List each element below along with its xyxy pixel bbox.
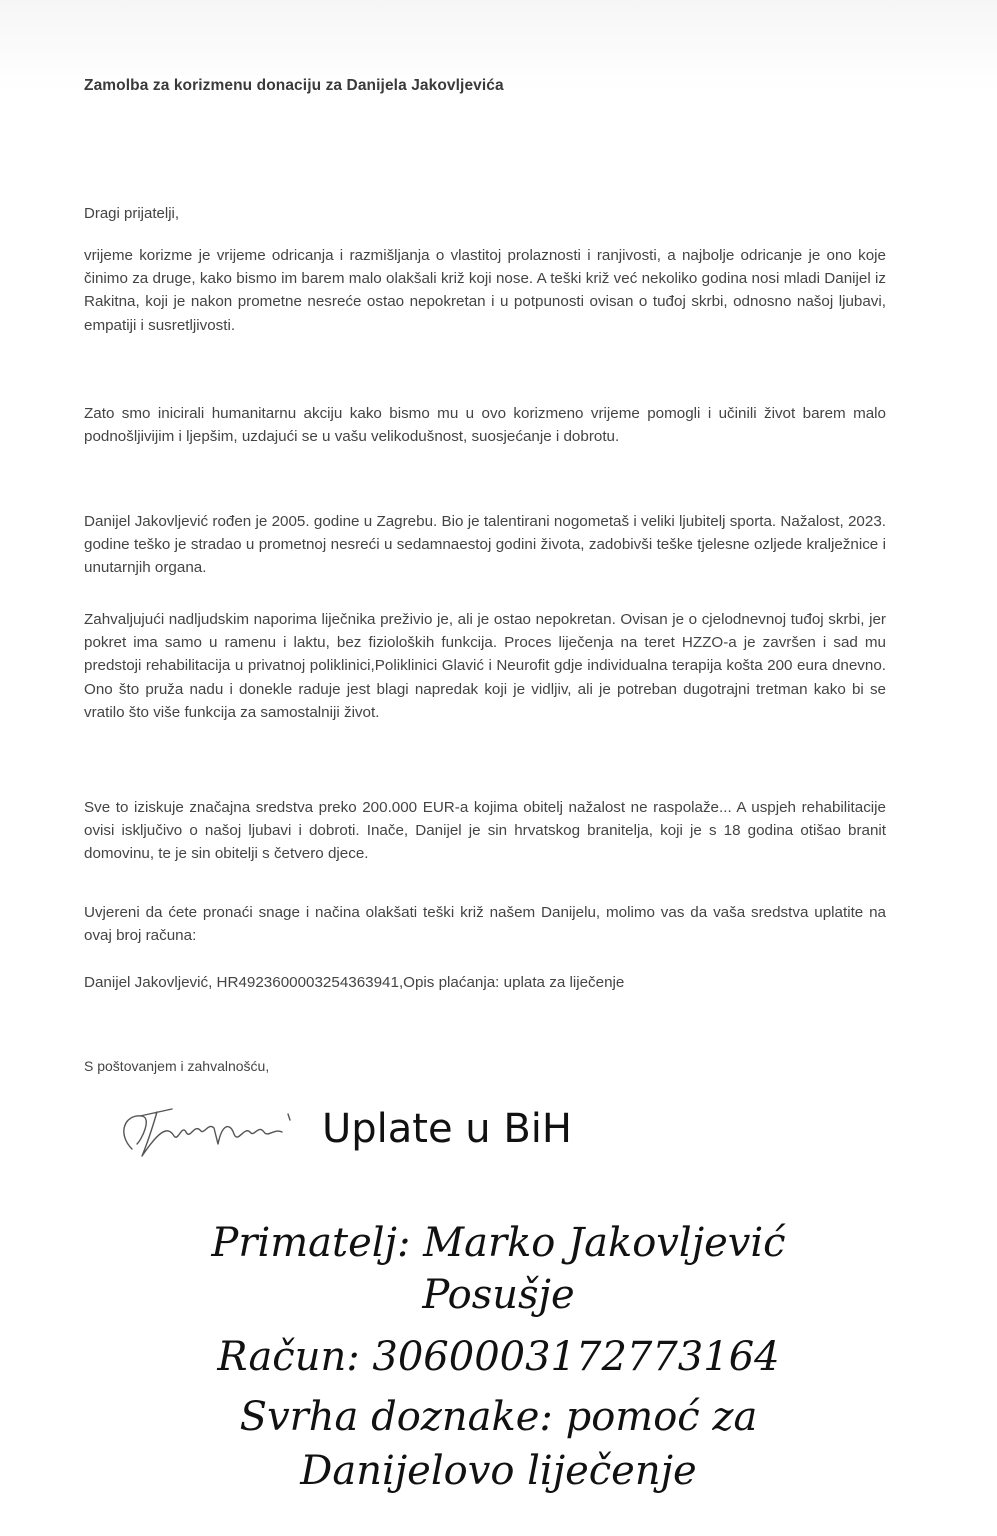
paragraph: Zahvaljujući nadljudskim naporima liječnika preživio je, ali je ostao nepokretan. Ovisan je o cjelodnevnoj tuđoj skrbi, jer pokret ima samo u ramenu i laktu, bez fizioloških funkcija. Proces liječenja na teret HZZO-a je završen i sad mu predstoji rehabilitacija u privatnoj poliklinici,Poliklinici Glavić i Neurofit gdje individualna terapija košta 200 eura dnevno. Ono što pruža nadu i donekle raduje jest blagi napredak koji je vidljiv, ali je potreban dugotrajni tretman kako bi se vratilo što više funkcija za samostalniji život. — [84, 611, 886, 721]
purpose-line: Svrha doznake: pomoć za — [239, 1394, 758, 1440]
overlay-heading: Uplate u BiH — [322, 1106, 572, 1152]
letter-title: Zamolba za korizmenu donaciju za Danijela Jakovljevića — [84, 77, 504, 94]
salutation: Dragi prijatelji, — [84, 205, 180, 222]
account-line: Danijel Jakovljević, HR4923600003254363941,Opis plaćanja: uplata za liječenje — [84, 974, 625, 991]
paragraph: Uvjereni da ćete pronaći snage i načina olakšati teški križ našem Danijelu, molimo vas da vaša sredstva uplatite na ovaj broj računa: — [84, 904, 886, 945]
city-line: Posušje — [422, 1272, 575, 1318]
purpose-line-continued: Danijelovo liječenje — [300, 1448, 697, 1494]
paragraph: Sve to iziskuje značajna sredstva preko 200.000 EUR-a kojima obitelj nažalost ne raspolaže... A uspjeh rehabilitacije ovisi isključivo o našoj ljubavi i dobroti. Inače, Danijel je sin hrvatskog branitelja, koji je s 18 godina otišao branit domovinu, te je sin obitelji s četvero djece. — [84, 799, 886, 863]
recipient-line: Primatelj: Marko Jakovljević — [211, 1220, 786, 1266]
paragraph: vrijeme korizme je vrijeme odricanja i razmišljanja o vlastitoj prolaznosti i ranjivosti, a najbolje odricanje je ono koje činimo za druge, kako bismo im barem malo olakšali križ koji nose. A teški križ već nekoliko godina nosi mladi Danijel iz Rakitna, koji je nakon prometne nesreće ostao nepokretan i u potpunosti ovisan o tuđoj skrbi, odnosno našoj ljubavi, empatiji i susretljivosti. — [84, 247, 886, 334]
paragraph: Danijel Jakovljević rođen je 2005. godine u Zagrebu. Bio je talentirani nogometaš i veliki ljubitelj sporta. Nažalost, 2023. godine teško je stradao u prometnoj nesreći u sedamnaestoj godini života, zadobivši teške tjelesne ozljede kralježnice i unutarnjih organa. — [84, 513, 886, 577]
account-number-line: Račun: 3060003172773164 — [217, 1334, 780, 1380]
paragraph: Zato smo inicirali humanitarnu akciju kako bismo mu u ovo korizmeno vrijeme pomogli i učinili život barem malo podnošljivijim i ljepšim, uzdajući se u vašu velikodušnost, suosjećanje i dobrotu. — [84, 405, 886, 446]
closing: S poštovanjem i zahvalnošću, — [84, 1058, 270, 1074]
signature — [112, 1094, 322, 1164]
